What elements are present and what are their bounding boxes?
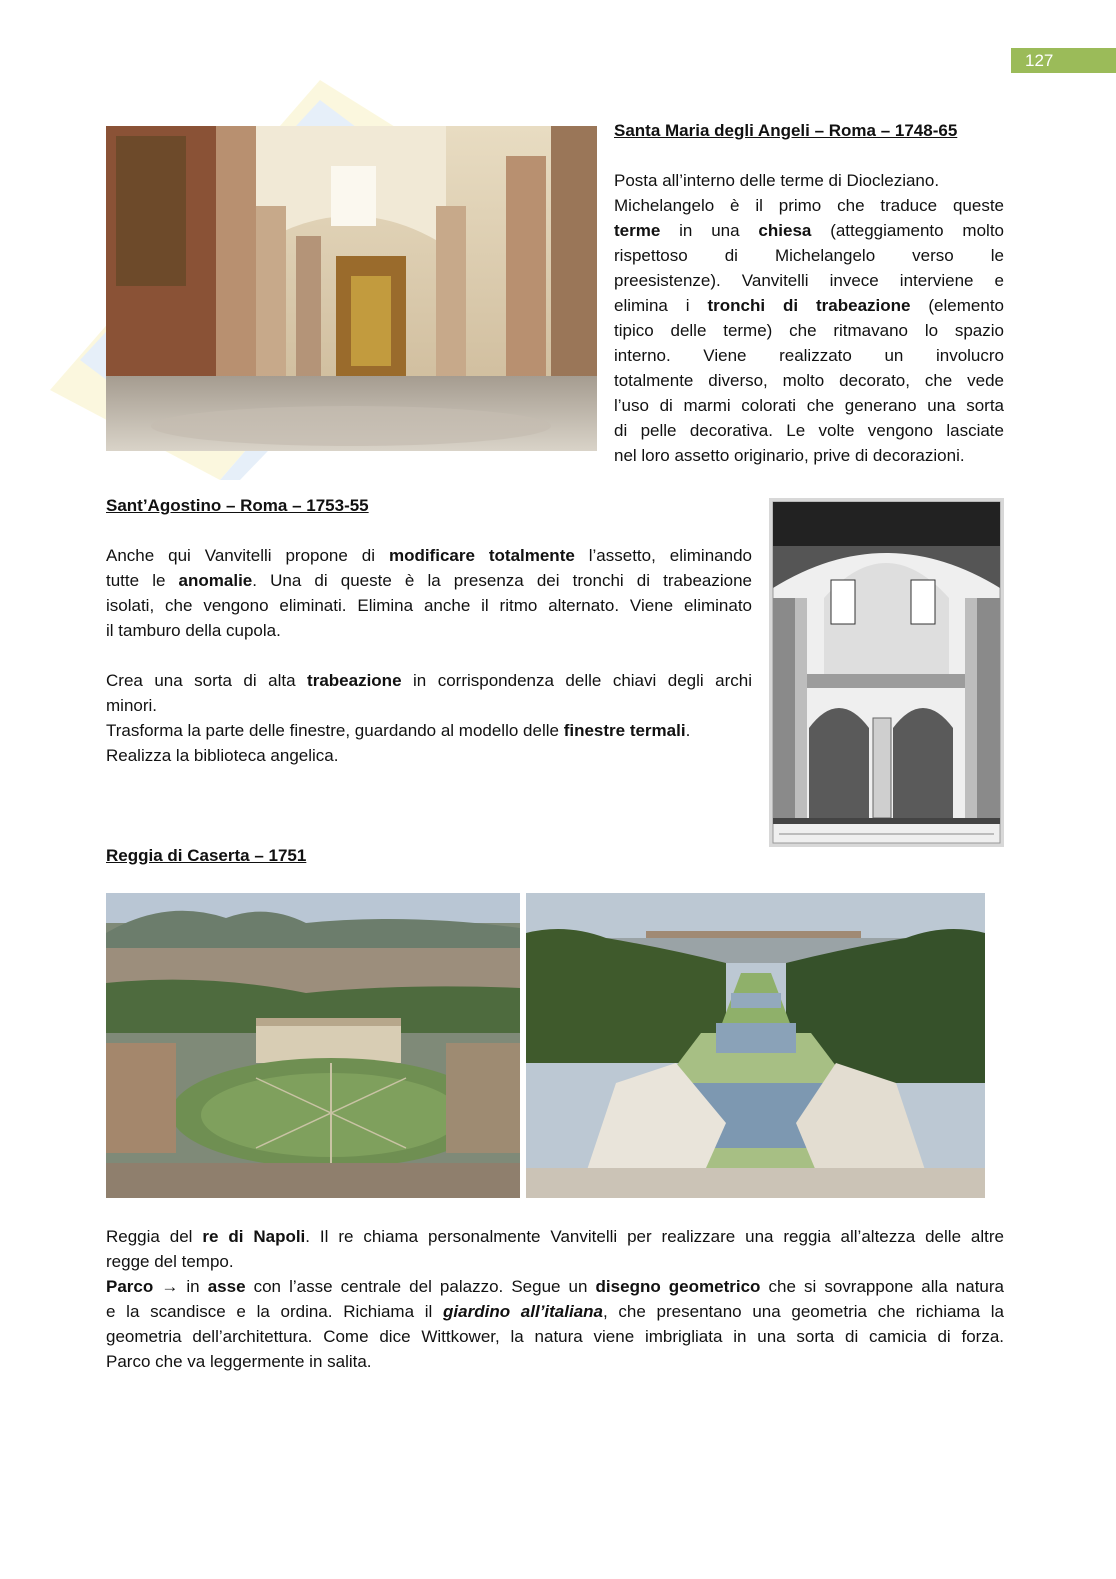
sm-line-11: di pelle decorativa. Le volte vengono lasciate <box>614 421 1004 440</box>
sm-line-5: preesistenze). Vanvitelli invece interviene e <box>614 271 1004 290</box>
sm-line-9: totalmente diverso, molto decorato, che vede <box>614 371 1004 390</box>
sm-line-2: Michelangelo è il primo che traduce queste <box>614 196 1004 215</box>
rc-line-5: geometria dell’architettura. Come dice Wittkower, la natura viene imbrigliata in una sorta di camicia di forza. <box>106 1327 1004 1346</box>
sa-p1-line-3: isolati, che vengono eliminati. Elimina anche il ritmo alternato. Viene eliminato <box>106 596 752 615</box>
sm-line-6: elimina i tronchi di trabeazione (elemento <box>614 296 1004 315</box>
sa-p2-line-2: minori. <box>106 696 158 715</box>
section-title-reggia-caserta: Reggia di Caserta – 1751 <box>106 846 307 865</box>
sa-p1-line-1: Anche qui Vanvitelli propone di modificare totalmente l’assetto, eliminando <box>106 546 752 565</box>
sm-line-1: Posta all’interno delle terme di Diocleziano. <box>614 171 940 190</box>
sa-p2-line-3: Trasforma la parte delle finestre, guardando al modello delle finestre termali. <box>106 721 691 740</box>
rc-line-3: Parco → in asse con l’asse centrale del palazzo. Segue un disegno geometrico che si sovrappone alla natura <box>106 1277 1004 1296</box>
sm-line-4: rispettoso di Michelangelo verso le <box>614 246 1004 265</box>
reggia-caserta-park-fountain-photo <box>526 893 985 1198</box>
sm-line-12: nel loro assetto originario, prive di decorazioni. <box>614 446 965 465</box>
rc-line-1: Reggia del re di Napoli. Il re chiama personalmente Vanvitelli per realizzare una reggia all’altezza delle altre <box>106 1227 1004 1246</box>
sa-p2-line-1: Crea una sorta di alta trabeazione in corrispondenza delle chiavi degli archi <box>106 671 753 690</box>
santa-maria-degli-angeli-photo <box>106 126 597 451</box>
section-title-santa-maria: Santa Maria degli Angeli – Roma – 1748-65 <box>614 121 958 140</box>
rc-line-2: regge del tempo. <box>106 1252 234 1271</box>
section-title-sant-agostino: Sant’Agostino – Roma – 1753-55 <box>106 496 369 515</box>
rc-line-4: e la scandisce e la ordina. Richiama il giardino all’italiana, che presentano una geometria che richiama la <box>106 1302 1004 1321</box>
sm-line-8: interno. Viene realizzato un involucro <box>614 346 1004 365</box>
sant-agostino-section-drawing <box>769 498 1004 847</box>
page-number: 127 <box>1011 48 1116 73</box>
sm-line-7: tipico delle terme) che ritmavano lo spazio <box>614 321 1004 340</box>
sm-line-10: l’uso di marmi colorati che generano una sorta <box>614 396 1004 415</box>
sa-p1-line-4: il tamburo della cupola. <box>106 621 281 640</box>
sm-line-3: terme in una chiesa (atteggiamento molto <box>614 221 1005 240</box>
reggia-caserta-aerial-photo <box>106 893 520 1198</box>
rc-line-6: Parco che va leggermente in salita. <box>106 1352 372 1371</box>
sa-p1-line-2: tutte le anomalie. Una di queste è la presenza dei tronchi di trabeazione <box>106 571 752 590</box>
sa-p2-line-4: Realizza la biblioteca angelica. <box>106 746 339 765</box>
